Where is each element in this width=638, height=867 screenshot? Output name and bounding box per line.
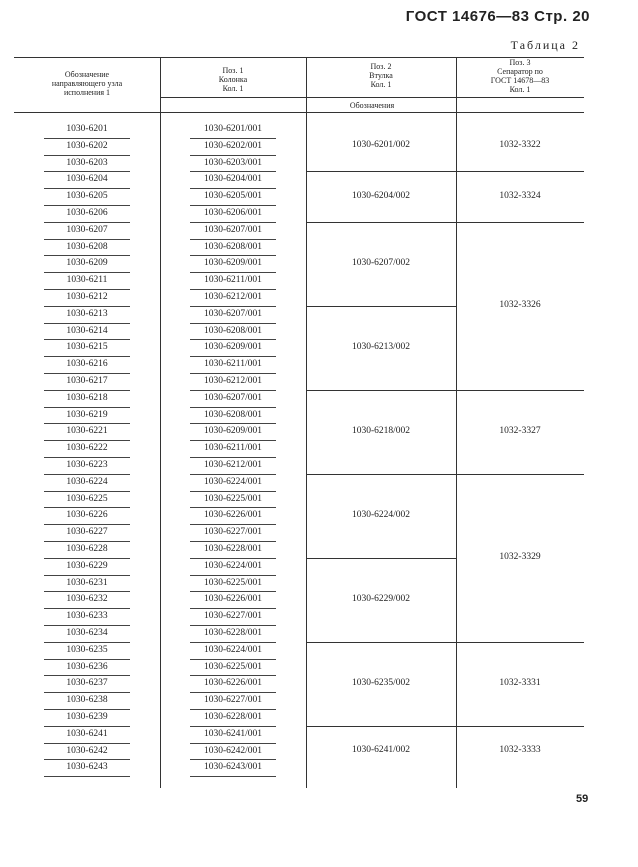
table-cell: 1030-6235 xyxy=(66,644,108,655)
row-underline xyxy=(190,323,276,324)
row-underline xyxy=(44,692,130,693)
row-underline xyxy=(44,625,130,626)
row-underline xyxy=(190,339,276,340)
row-underline xyxy=(44,138,130,139)
table-cell: 1030-6228 xyxy=(66,544,108,554)
column-header-line: Кол. 1 xyxy=(509,85,531,94)
table-cell: 1030-6224/001 xyxy=(203,560,263,571)
table-cell: 1030-6205/001 xyxy=(203,191,263,202)
row-underline xyxy=(44,726,130,727)
page-number: 59 xyxy=(576,793,589,805)
table-cell: 1030-6241 xyxy=(66,728,108,739)
merged-cell: 1030-6213/002 xyxy=(351,341,411,352)
column-header-2 xyxy=(160,66,306,93)
table-cell: 1030-6208/001 xyxy=(203,409,263,420)
table-cell: 1030-6209/001 xyxy=(203,258,263,269)
row-underline xyxy=(44,390,130,391)
table-cell: 1030-6226/001 xyxy=(203,678,263,689)
row-underline xyxy=(44,306,130,307)
column-header-line: Кол. 1 xyxy=(222,84,244,93)
group-divider xyxy=(306,222,456,223)
row-underline xyxy=(190,659,276,660)
row-underline xyxy=(190,558,276,559)
table-cell: 1030-6227/001 xyxy=(203,527,263,538)
table-cell: 1030-6208 xyxy=(66,241,108,252)
table-cell: 1030-6211/001 xyxy=(204,275,262,286)
row-underline xyxy=(190,541,276,542)
row-underline xyxy=(44,323,130,324)
table-cell: 1030-6231 xyxy=(66,577,108,588)
table-cell: 1030-6226 xyxy=(66,510,108,521)
table-cell: 1030-6209/001 xyxy=(203,426,263,437)
row-underline xyxy=(190,759,276,760)
table-cell: 1030-6203/001 xyxy=(203,157,263,168)
row-underline xyxy=(44,759,130,760)
row-underline xyxy=(44,373,130,374)
merged-cell: 1030-6241/002 xyxy=(351,745,411,755)
row-underline xyxy=(44,339,130,340)
row-underline xyxy=(190,457,276,458)
column-header-1 xyxy=(14,70,160,97)
merged-cell: 1030-6235/002 xyxy=(351,677,411,688)
table-cell: 1030-6211 xyxy=(66,275,108,286)
row-underline xyxy=(190,289,276,290)
subheader-top-border xyxy=(160,97,584,98)
row-underline xyxy=(190,205,276,206)
table-cell: 1030-6207 xyxy=(66,224,108,235)
table-cell: 1030-6232 xyxy=(66,594,108,605)
table-cell: 1030-6216 xyxy=(66,359,108,370)
table-cell: 1030-6204 xyxy=(66,174,108,185)
row-underline xyxy=(190,390,276,391)
group-divider xyxy=(306,642,456,643)
row-underline xyxy=(44,491,130,492)
group-divider xyxy=(456,171,584,172)
row-underline xyxy=(190,373,276,374)
column-header-3 xyxy=(306,62,456,89)
row-underline xyxy=(190,255,276,256)
table-cell: 1030-6229 xyxy=(66,560,108,571)
row-underline xyxy=(190,625,276,626)
row-underline xyxy=(190,776,276,777)
group-divider xyxy=(456,222,584,223)
merged-cell: 1032-3326 xyxy=(499,299,541,310)
merged-cell: 1032-3329 xyxy=(499,551,541,562)
row-underline xyxy=(44,541,130,542)
header-bottom-border xyxy=(14,112,584,113)
row-underline xyxy=(44,155,130,156)
table-cell: 1030-6211/001 xyxy=(204,443,262,454)
row-underline xyxy=(190,440,276,441)
row-underline xyxy=(44,188,130,189)
table-cell: 1030-6212 xyxy=(66,292,108,302)
table-cell: 1030-6212/001 xyxy=(203,376,263,386)
group-divider xyxy=(306,171,456,172)
row-underline xyxy=(190,423,276,424)
table-cell: 1030-6205 xyxy=(66,191,108,202)
row-underline xyxy=(190,222,276,223)
table-cell: 1030-6243/001 xyxy=(203,762,263,773)
standard-code: ГОСТ 14676—83 xyxy=(405,8,530,25)
column-header-line: Сепаратор по xyxy=(497,67,543,76)
row-underline xyxy=(44,743,130,744)
row-underline xyxy=(190,507,276,508)
group-divider xyxy=(456,390,584,391)
row-underline xyxy=(190,474,276,475)
column-header-line: Кол. 1 xyxy=(370,80,392,89)
table-cell: 1030-6217 xyxy=(66,376,108,386)
table-cell: 1030-6234 xyxy=(66,628,108,638)
row-underline xyxy=(44,642,130,643)
table-cell: 1030-6238 xyxy=(66,695,108,706)
table-cell: 1030-6241/001 xyxy=(203,728,263,739)
table-cell: 1030-6215 xyxy=(66,342,108,353)
column-header-line: Поз. 3 xyxy=(509,58,531,67)
row-underline xyxy=(190,709,276,710)
table-cell: 1030-6219 xyxy=(66,409,108,420)
row-underline xyxy=(44,423,130,424)
row-underline xyxy=(190,188,276,189)
table-cell: 1030-6206 xyxy=(66,208,108,218)
row-underline xyxy=(190,272,276,273)
merged-cell: 1030-6204/002 xyxy=(351,190,411,201)
row-underline xyxy=(44,255,130,256)
row-underline xyxy=(44,507,130,508)
table-cell: 1030-6208/001 xyxy=(203,241,263,252)
row-underline xyxy=(44,440,130,441)
merged-cell: 1030-6218/002 xyxy=(351,425,411,436)
table-cell: 1030-6214 xyxy=(66,325,108,336)
merged-cell: 1032-3333 xyxy=(499,745,541,755)
column-header-line: исполнения 1 xyxy=(63,88,111,97)
table-cell: 1030-6212/001 xyxy=(203,460,263,470)
row-underline xyxy=(190,608,276,609)
row-underline xyxy=(44,558,130,559)
table-cell: 1030-6242/001 xyxy=(203,745,263,756)
table-cell: 1030-6202 xyxy=(66,140,108,151)
row-underline xyxy=(190,575,276,576)
group-divider xyxy=(306,306,456,307)
row-underline xyxy=(190,491,276,492)
table-cell: 1030-6209/001 xyxy=(203,342,263,353)
table-cell: 1030-6228/001 xyxy=(203,544,263,554)
merged-cell: 1032-3322 xyxy=(499,140,541,151)
row-underline xyxy=(44,171,130,172)
table-cell: 1030-6227 xyxy=(66,527,108,538)
row-underline xyxy=(44,591,130,592)
row-underline xyxy=(44,474,130,475)
table-cell: 1030-6226/001 xyxy=(203,510,263,521)
group-divider xyxy=(456,474,584,475)
merged-cell: 1032-3331 xyxy=(499,677,541,688)
column-header-line: Поз. 2 xyxy=(370,62,392,71)
table-cell: 1030-6207/001 xyxy=(203,224,263,235)
row-underline xyxy=(190,675,276,676)
row-underline xyxy=(44,205,130,206)
table-cell: 1030-6228/001 xyxy=(203,628,263,638)
table-cell: 1030-6225 xyxy=(66,493,108,504)
table-cell: 1030-6202/001 xyxy=(203,140,263,151)
table-cell: 1030-6228/001 xyxy=(203,712,263,722)
table-cell: 1030-6233 xyxy=(66,611,108,622)
column-header-line: Поз. 1 xyxy=(222,66,244,75)
row-underline xyxy=(44,407,130,408)
table-cell: 1030-6224/001 xyxy=(203,644,263,655)
row-underline xyxy=(44,709,130,710)
row-underline xyxy=(190,726,276,727)
page-number-top: 20 xyxy=(572,8,590,25)
row-underline xyxy=(44,457,130,458)
table-cell: 1030-6224/001 xyxy=(203,476,263,487)
row-underline xyxy=(190,692,276,693)
table-cell: 1030-6212/001 xyxy=(203,292,263,302)
column-header-line: направляющего узла xyxy=(51,79,123,88)
table-cell: 1030-6201/001 xyxy=(203,124,263,134)
row-underline xyxy=(190,306,276,307)
table-cell: 1030-6226/001 xyxy=(203,594,263,605)
table-cell: 1030-6242 xyxy=(66,745,108,756)
table-cell: 1030-6204/001 xyxy=(203,174,263,185)
row-underline xyxy=(190,743,276,744)
row-underline xyxy=(44,222,130,223)
column-header-4 xyxy=(456,58,584,94)
table-cell: 1030-6243 xyxy=(66,762,108,773)
row-underline xyxy=(44,524,130,525)
row-underline xyxy=(190,171,276,172)
row-underline xyxy=(44,289,130,290)
table-cell: 1030-6211/001 xyxy=(204,359,262,370)
group-divider xyxy=(456,726,584,727)
table-cell: 1030-6227/001 xyxy=(203,611,263,622)
table-cell: 1030-6225/001 xyxy=(203,493,263,504)
merged-cell: 1030-6201/002 xyxy=(351,140,411,151)
column-header-line: Колонка xyxy=(218,75,248,84)
table-label: Таблица 2 xyxy=(510,38,580,52)
table-cell: 1030-6221 xyxy=(66,426,108,437)
group-divider xyxy=(306,726,456,727)
table-cell: 1030-6222 xyxy=(66,443,108,454)
row-underline xyxy=(190,356,276,357)
table-cell: 1030-6225/001 xyxy=(203,577,263,588)
table-cell: 1030-6209 xyxy=(66,258,108,269)
row-underline xyxy=(44,776,130,777)
table-cell: 1030-6225/001 xyxy=(203,661,263,672)
row-underline xyxy=(190,591,276,592)
table-cell: 1030-6239 xyxy=(66,712,108,722)
row-underline xyxy=(190,239,276,240)
merged-cell: 1032-3327 xyxy=(499,425,541,436)
row-underline xyxy=(44,659,130,660)
row-underline xyxy=(44,608,130,609)
table-cell: 1030-6218 xyxy=(66,392,108,403)
row-underline xyxy=(190,524,276,525)
row-underline xyxy=(190,407,276,408)
table-cell: 1030-6213 xyxy=(66,308,108,319)
table-cell: 1030-6203 xyxy=(66,157,108,168)
merged-cell: 1030-6224/002 xyxy=(351,509,411,520)
row-underline xyxy=(190,138,276,139)
row-underline xyxy=(190,155,276,156)
subheader-label: Обозначения xyxy=(349,101,395,110)
table-cell: 1030-6227/001 xyxy=(203,695,263,706)
table-cell: 1030-6237 xyxy=(66,678,108,689)
page-header xyxy=(406,8,590,25)
merged-cell: 1032-3324 xyxy=(499,190,541,201)
table-cell: 1030-6207/001 xyxy=(203,392,263,403)
group-divider xyxy=(306,558,456,559)
row-underline xyxy=(190,642,276,643)
column-divider xyxy=(160,57,161,788)
merged-cell: 1030-6229/002 xyxy=(351,593,411,604)
column-header-line: Обозначение xyxy=(64,70,110,79)
group-divider xyxy=(306,474,456,475)
group-divider xyxy=(306,390,456,391)
column-header-line: Втулка xyxy=(369,71,393,80)
row-underline xyxy=(44,239,130,240)
row-underline xyxy=(44,575,130,576)
group-divider xyxy=(456,642,584,643)
row-underline xyxy=(44,272,130,273)
table-cell: 1030-6224 xyxy=(66,476,108,487)
page-label: Стр. xyxy=(534,8,568,25)
column-header-line: ГОСТ 14678—83 xyxy=(490,76,550,85)
table-cell: 1030-6236 xyxy=(66,661,108,672)
table-cell: 1030-6207/001 xyxy=(203,308,263,319)
row-underline xyxy=(44,675,130,676)
table-cell: 1030-6208/001 xyxy=(203,325,263,336)
merged-cell: 1030-6207/002 xyxy=(351,257,411,268)
table-cell: 1030-6223 xyxy=(66,460,108,470)
table-cell: 1030-6201 xyxy=(66,124,108,134)
table-cell: 1030-6206/001 xyxy=(203,208,263,218)
row-underline xyxy=(44,356,130,357)
